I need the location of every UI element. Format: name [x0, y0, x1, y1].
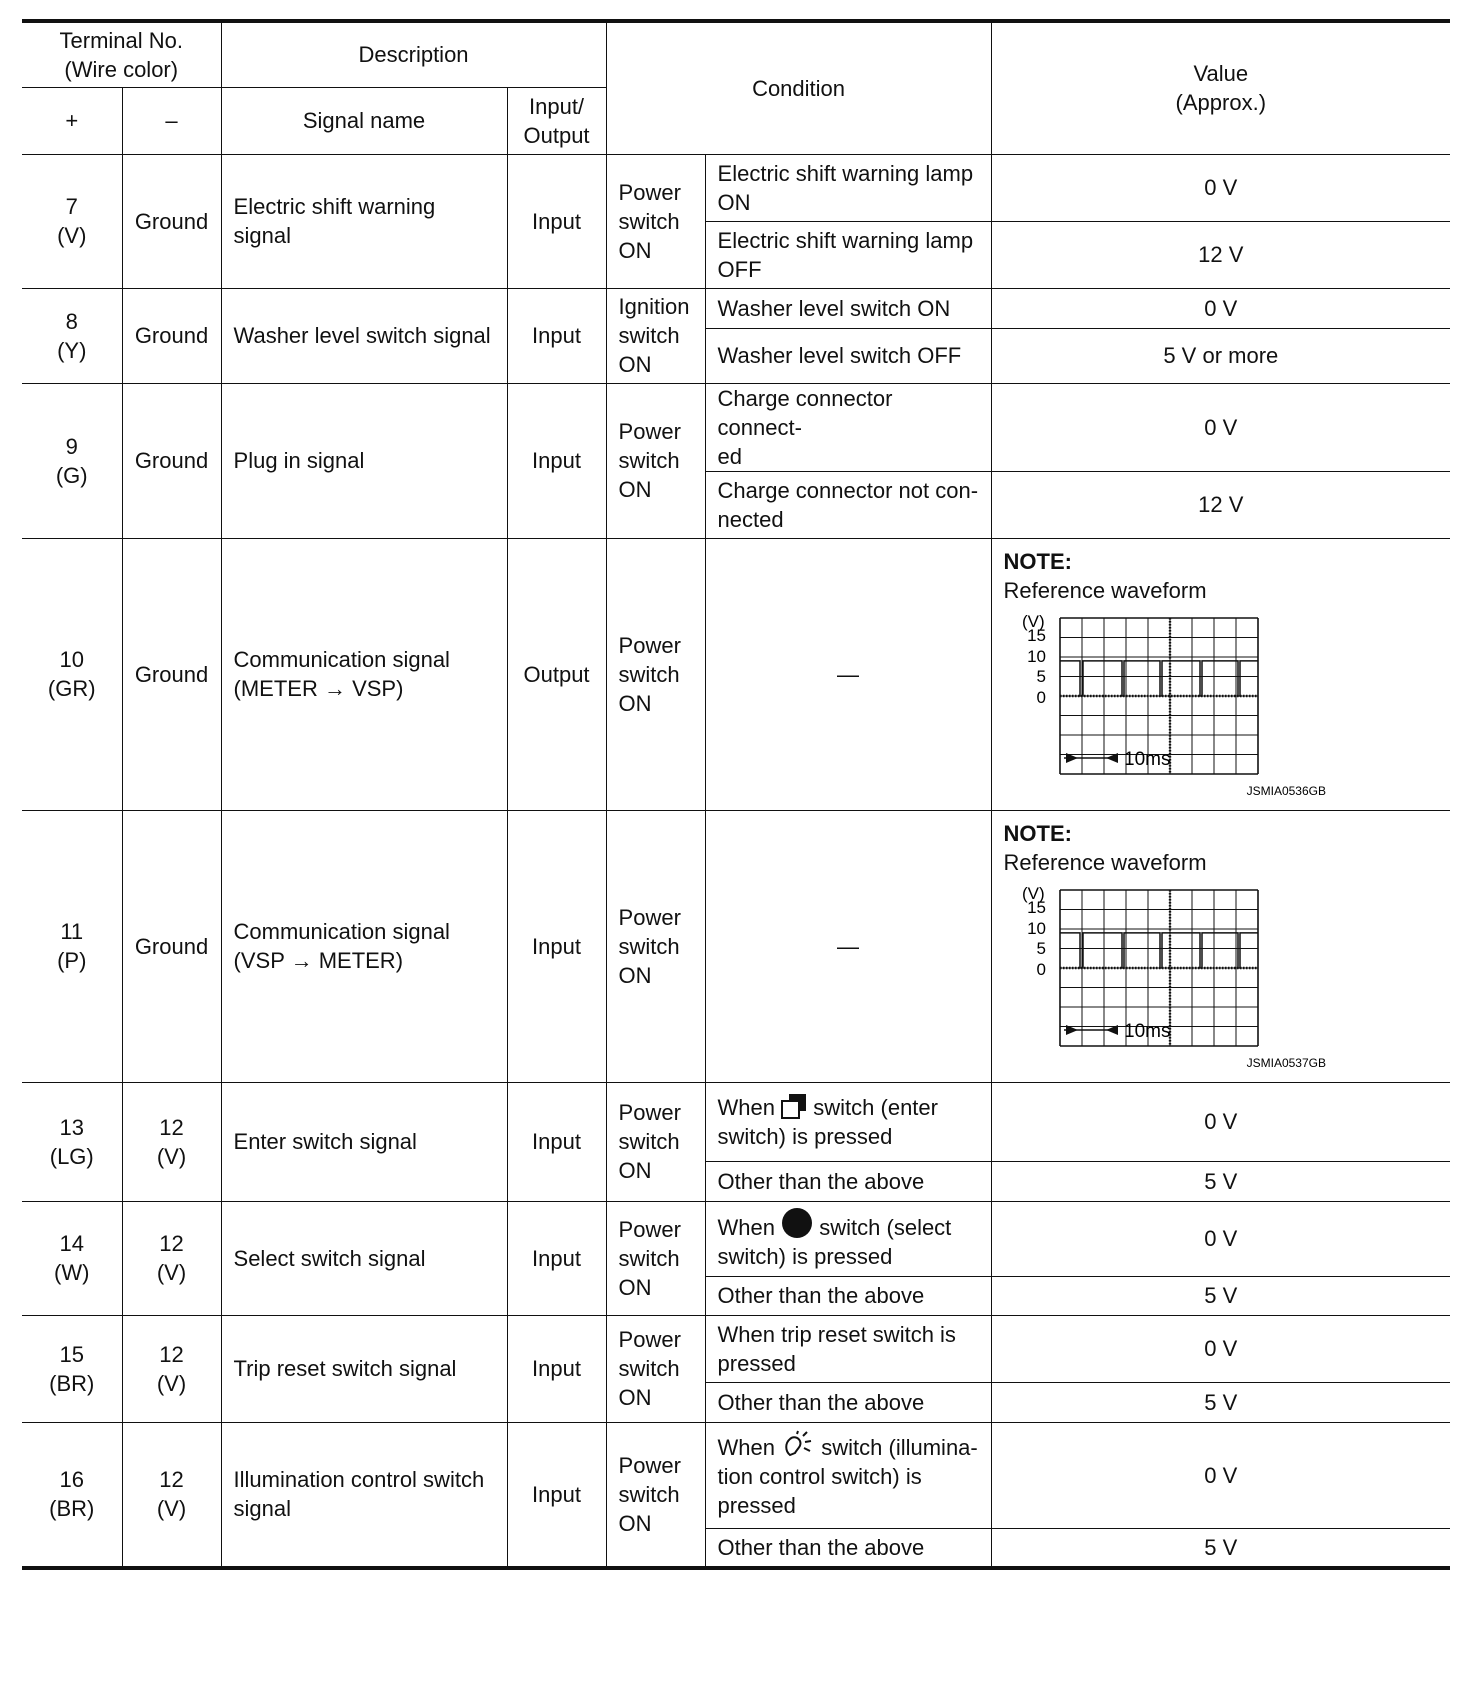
- sub-condition: —: [705, 538, 991, 810]
- table-row: [22, 383, 1450, 471]
- value: 0 V: [991, 154, 1450, 221]
- table-row: [22, 1082, 1450, 1161]
- waveform-diagram: [1004, 883, 1326, 1071]
- terminal-minus: Ground: [122, 288, 221, 383]
- terminal-plus: 16 (BR): [22, 1422, 122, 1568]
- table-row: [22, 538, 1450, 810]
- minus-header: –: [122, 87, 221, 154]
- note-title: NOTE:: [1003, 548, 1072, 574]
- input-output: Input: [507, 154, 606, 288]
- sub-condition: Other than the above: [705, 1161, 991, 1201]
- main-condition: Ignition switch ON: [606, 288, 705, 383]
- enter-switch-icon: [781, 1093, 807, 1119]
- value: 0 V: [991, 1315, 1450, 1382]
- waveform-signal: [1060, 660, 1258, 695]
- terminal-minus: Ground: [122, 810, 221, 1082]
- figure-code: JSMIA0536GB: [1246, 783, 1326, 798]
- time-scale-label: 10ms: [1123, 1020, 1171, 1042]
- value-header: Value (Approx.): [991, 21, 1450, 154]
- waveform-tick: 0: [1036, 687, 1046, 707]
- value: 5 V: [991, 1276, 1450, 1315]
- terminal-plus: 9 (G): [22, 383, 122, 538]
- terminal-plus: 11 (P): [22, 810, 122, 1082]
- terminal-minus: 12 (V): [122, 1082, 221, 1201]
- input-output: Input: [507, 1082, 606, 1201]
- table-row: [22, 154, 1450, 221]
- value: 0 V: [991, 383, 1450, 471]
- waveform-signal: [1060, 932, 1258, 967]
- input-output-header: Input/ Output: [507, 87, 606, 154]
- value: 5 V: [991, 1161, 1450, 1201]
- sub-condition: When switch (select switch) is pressed: [705, 1201, 991, 1276]
- terminal-minus: 12 (V): [122, 1315, 221, 1422]
- main-condition: Power switch ON: [606, 1082, 705, 1201]
- figure-code: JSMIA0537GB: [1246, 1055, 1326, 1070]
- waveform-note: [991, 810, 1450, 1082]
- sub-condition: When trip reset switch is pressed: [705, 1315, 991, 1382]
- waveform-tick: 0: [1036, 959, 1046, 979]
- terminal-plus: 7 (V): [22, 154, 122, 288]
- time-scale-label: 10ms: [1123, 748, 1171, 770]
- terminal-plus: 14 (W): [22, 1201, 122, 1315]
- illumination-switch-icon: [781, 1431, 815, 1459]
- description-header: Description: [221, 21, 606, 87]
- terminal-minus: 12 (V): [122, 1422, 221, 1568]
- terminal-minus: Ground: [122, 383, 221, 538]
- signal-name: Trip reset switch signal: [221, 1315, 507, 1422]
- terminal-minus: Ground: [122, 154, 221, 288]
- note-text: Reference waveform: [1003, 849, 1207, 875]
- value: 12 V: [991, 221, 1450, 288]
- value: 5 V: [991, 1382, 1450, 1422]
- waveform-tick: 15: [1026, 897, 1046, 917]
- waveform-note: [991, 538, 1450, 810]
- terminal-plus: 15 (BR): [22, 1315, 122, 1422]
- sub-condition: Electric shift warning lamp ON: [705, 154, 991, 221]
- sub-condition: Charge connector not con- nected: [705, 471, 991, 538]
- table-row: [22, 1422, 1450, 1528]
- sub-condition: Charge connector connect- ed: [705, 383, 991, 471]
- value: 5 V: [991, 1528, 1450, 1568]
- signal-name-header: Signal name: [221, 87, 507, 154]
- main-condition: Power switch ON: [606, 810, 705, 1082]
- signal-name: Illumination control switch signal: [221, 1422, 507, 1568]
- input-output: Input: [507, 1315, 606, 1422]
- main-condition: Power switch ON: [606, 1422, 705, 1568]
- input-output: Input: [507, 1201, 606, 1315]
- value: 0 V: [991, 288, 1450, 328]
- note-title: NOTE:: [1003, 820, 1072, 846]
- table-row: [22, 1315, 1450, 1382]
- sub-condition: Other than the above: [705, 1528, 991, 1568]
- sub-condition: —: [705, 810, 991, 1082]
- sub-condition: Other than the above: [705, 1382, 991, 1422]
- waveform-tick: 15: [1026, 625, 1046, 645]
- note-text: Reference waveform: [1003, 577, 1207, 603]
- value: 12 V: [991, 471, 1450, 538]
- terminal-plus: 10 (GR): [22, 538, 122, 810]
- signal-name: Select switch signal: [221, 1201, 507, 1315]
- waveform-unit: (V): [1021, 611, 1045, 631]
- sub-condition: When switch (illumina- tion control switch) is pressed: [705, 1422, 991, 1528]
- waveform-unit: (V): [1021, 883, 1045, 903]
- value: 0 V: [991, 1201, 1450, 1276]
- terminal-plus: 13 (LG): [22, 1082, 122, 1201]
- signal-name: Electric shift warning signal: [221, 154, 507, 288]
- sub-condition: Electric shift warning lamp OFF: [705, 221, 991, 288]
- plus-header: +: [22, 87, 122, 154]
- table-row: [22, 810, 1450, 1082]
- condition-header: Condition: [606, 21, 991, 154]
- input-output: Input: [507, 810, 606, 1082]
- signal-name: Communication signal (METER → VSP): [221, 538, 507, 810]
- terminal-table: [22, 19, 1450, 1570]
- input-output: Input: [507, 288, 606, 383]
- main-condition: Power switch ON: [606, 383, 705, 538]
- sub-condition: When switch (enter switch) is pressed: [705, 1082, 991, 1161]
- sub-condition: Washer level switch OFF: [705, 328, 991, 383]
- waveform-tick: 10: [1026, 646, 1046, 666]
- input-output: Input: [507, 1422, 606, 1568]
- waveform-tick: 5: [1036, 938, 1046, 958]
- signal-name: Communication signal (VSP → METER): [221, 810, 507, 1082]
- select-switch-icon: [781, 1207, 813, 1239]
- value: 0 V: [991, 1082, 1450, 1161]
- waveform-tick: 10: [1026, 918, 1046, 938]
- main-condition: Power switch ON: [606, 1201, 705, 1315]
- terminal-minus: Ground: [122, 538, 221, 810]
- waveform-diagram: [1004, 611, 1326, 799]
- value: 0 V: [991, 1422, 1450, 1528]
- table-row: [22, 1201, 1450, 1276]
- value: 5 V or more: [991, 328, 1450, 383]
- main-condition: Power switch ON: [606, 1315, 705, 1422]
- main-condition: Power switch ON: [606, 538, 705, 810]
- main-condition: Power switch ON: [606, 154, 705, 288]
- sub-condition: Washer level switch ON: [705, 288, 991, 328]
- input-output: Output: [507, 538, 606, 810]
- waveform-tick: 5: [1036, 666, 1046, 686]
- signal-name: Plug in signal: [221, 383, 507, 538]
- terminal-plus: 8 (Y): [22, 288, 122, 383]
- signal-name: Washer level switch signal: [221, 288, 507, 383]
- terminal-no-header: Terminal No. (Wire color): [22, 21, 221, 87]
- table-row: [22, 288, 1450, 328]
- input-output: Input: [507, 383, 606, 538]
- terminal-minus: 12 (V): [122, 1201, 221, 1315]
- sub-condition: Other than the above: [705, 1276, 991, 1315]
- signal-name: Enter switch signal: [221, 1082, 507, 1201]
